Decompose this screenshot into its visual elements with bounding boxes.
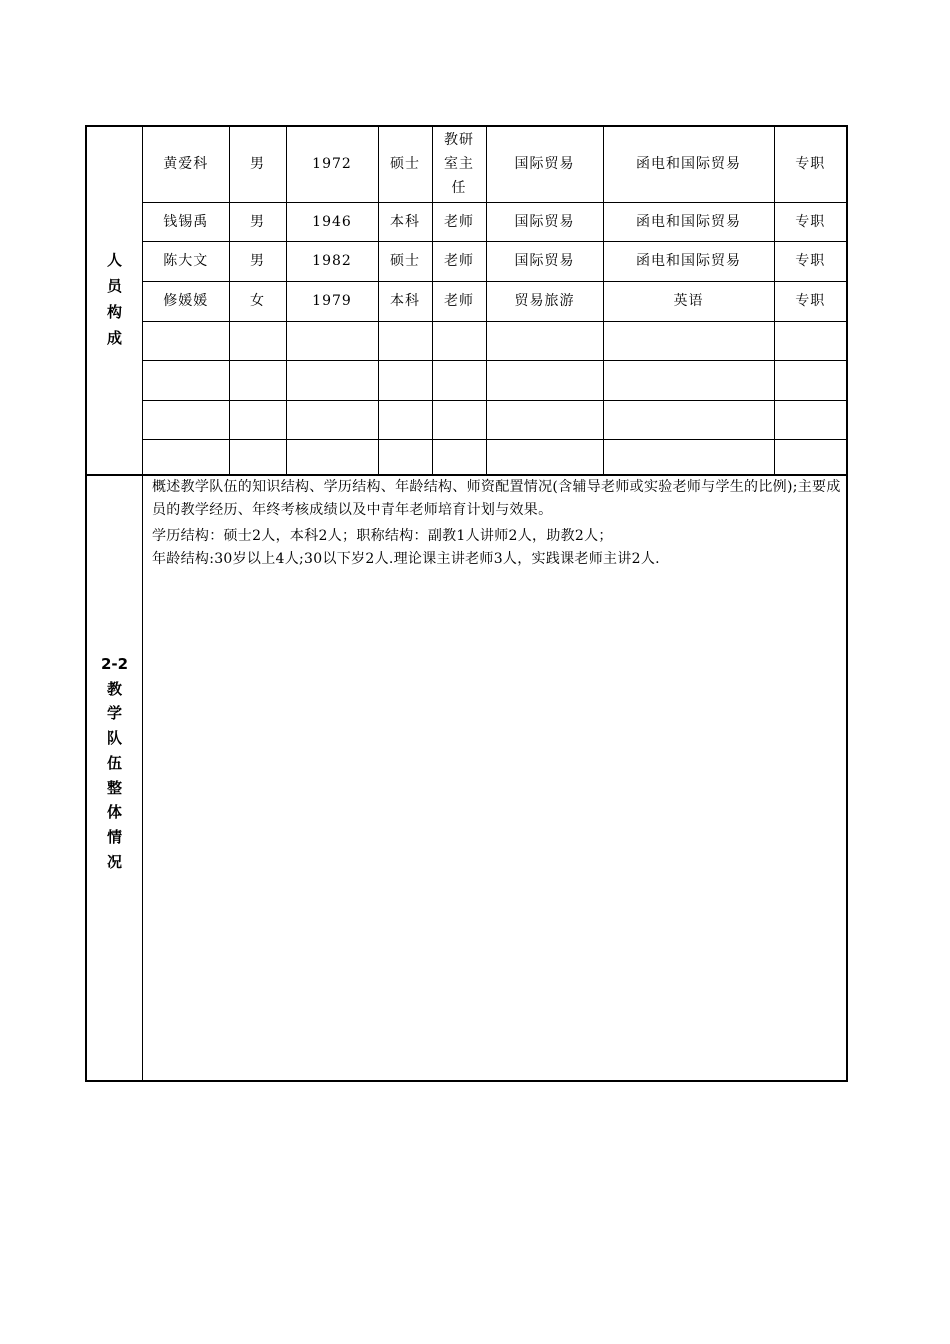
label-char: 构: [106, 303, 122, 321]
table-cell: [774, 321, 846, 360]
table-cell: 专职: [774, 281, 846, 321]
label-char: 情: [106, 827, 122, 846]
table-cell: [378, 400, 432, 439]
label-char: 人: [106, 251, 122, 269]
table-cell: [143, 439, 229, 474]
education-structure-line: 学历结构：硕士2人，本科2人；职称结构：副教1人讲师2人，助教2人；: [152, 528, 613, 544]
members-table: [143, 127, 846, 474]
table-cell: 教研室主任: [432, 127, 486, 202]
table-cell: 国际贸易: [486, 127, 603, 202]
table-cell: 贸易旅游: [486, 281, 603, 321]
table-cell: [774, 439, 846, 474]
table-cell: [143, 400, 229, 439]
table-cell: 老师: [432, 241, 486, 281]
table-cell: 男: [229, 241, 286, 281]
table-cell: 硕士: [378, 127, 432, 202]
label-char: 整: [106, 778, 122, 797]
age-structure-line: 年龄结构:30岁以上4人;30以下岁2人.理论课主讲老师3人，实践课老师主讲2人.: [152, 551, 660, 567]
label-char: 体: [106, 803, 122, 822]
label-char: 队: [106, 729, 122, 748]
table-cell: 专职: [774, 241, 846, 281]
table-cell: [774, 360, 846, 400]
table-row: [143, 202, 846, 241]
table-cell: [432, 360, 486, 400]
team-description: [152, 476, 842, 571]
table-cell: 1979: [286, 281, 378, 321]
label-char: 伍: [106, 753, 122, 772]
table-cell: 硕士: [378, 241, 432, 281]
table-cell: 本科: [378, 281, 432, 321]
table-cell: 男: [229, 202, 286, 241]
label-char: 员: [106, 277, 122, 295]
table-cell: 国际贸易: [486, 241, 603, 281]
table-cell: [486, 400, 603, 439]
table-cell: [143, 360, 229, 400]
table-cell: 男: [229, 127, 286, 202]
table-row: [143, 400, 846, 439]
table-cell: [286, 321, 378, 360]
table-cell: 专职: [774, 127, 846, 202]
label-char: 2-2: [100, 655, 129, 673]
table-cell: [774, 400, 846, 439]
label-char: 教: [106, 679, 122, 698]
table-cell: [432, 400, 486, 439]
table-cell: 函电和国际贸易: [603, 241, 774, 281]
table-cell: [229, 439, 286, 474]
table-cell: 老师: [432, 202, 486, 241]
table-cell: [229, 321, 286, 360]
table-cell: 本科: [378, 202, 432, 241]
table-cell: 函电和国际贸易: [603, 127, 774, 202]
table-cell: [229, 400, 286, 439]
table-row: [143, 281, 846, 321]
table-row: [143, 241, 846, 281]
table-cell: 女: [229, 281, 286, 321]
table-cell: 钱锡禹: [143, 202, 229, 241]
table-row: [143, 321, 846, 360]
table-cell: 陈大文: [143, 241, 229, 281]
table-cell: 函电和国际贸易: [603, 202, 774, 241]
section-label-team-overview: [87, 652, 142, 874]
table-cell: [603, 321, 774, 360]
table-cell: 1946: [286, 202, 378, 241]
table-cell: [286, 439, 378, 474]
table-cell: [378, 439, 432, 474]
table-cell: 英语: [603, 281, 774, 321]
table-cell: [378, 360, 432, 400]
table-cell: [486, 439, 603, 474]
table-cell: [603, 360, 774, 400]
table-cell: [229, 360, 286, 400]
table-cell: 老师: [432, 281, 486, 321]
table-cell: 1982: [286, 241, 378, 281]
label-char: 成: [106, 329, 122, 347]
table-cell: 黄爱科: [143, 127, 229, 202]
table-cell: [603, 439, 774, 474]
table-cell: [603, 400, 774, 439]
table-row: [143, 360, 846, 400]
table-cell: [378, 321, 432, 360]
description-prompt: 概述教学队伍的知识结构、学历结构、年龄结构、师资配置情况(含辅导老师或实验老师与学生的比例);主要成员的教学经历、年终考核成绩以及中青年老师培育计划与效果。: [152, 479, 841, 518]
table-cell: [286, 400, 378, 439]
table-cell: 1972: [286, 127, 378, 202]
table-cell: 专职: [774, 202, 846, 241]
table-cell: [432, 321, 486, 360]
table-row: [143, 439, 846, 474]
label-char: 况: [106, 852, 122, 871]
table-cell: 国际贸易: [486, 202, 603, 241]
table-cell: [486, 321, 603, 360]
table-cell: [143, 321, 229, 360]
label-char: 学: [106, 704, 122, 723]
section-label-personnel: [87, 247, 142, 351]
table-cell: [486, 360, 603, 400]
table-cell: [286, 360, 378, 400]
table-row: [143, 127, 846, 202]
table-cell: [432, 439, 486, 474]
table-cell: 修媛媛: [143, 281, 229, 321]
